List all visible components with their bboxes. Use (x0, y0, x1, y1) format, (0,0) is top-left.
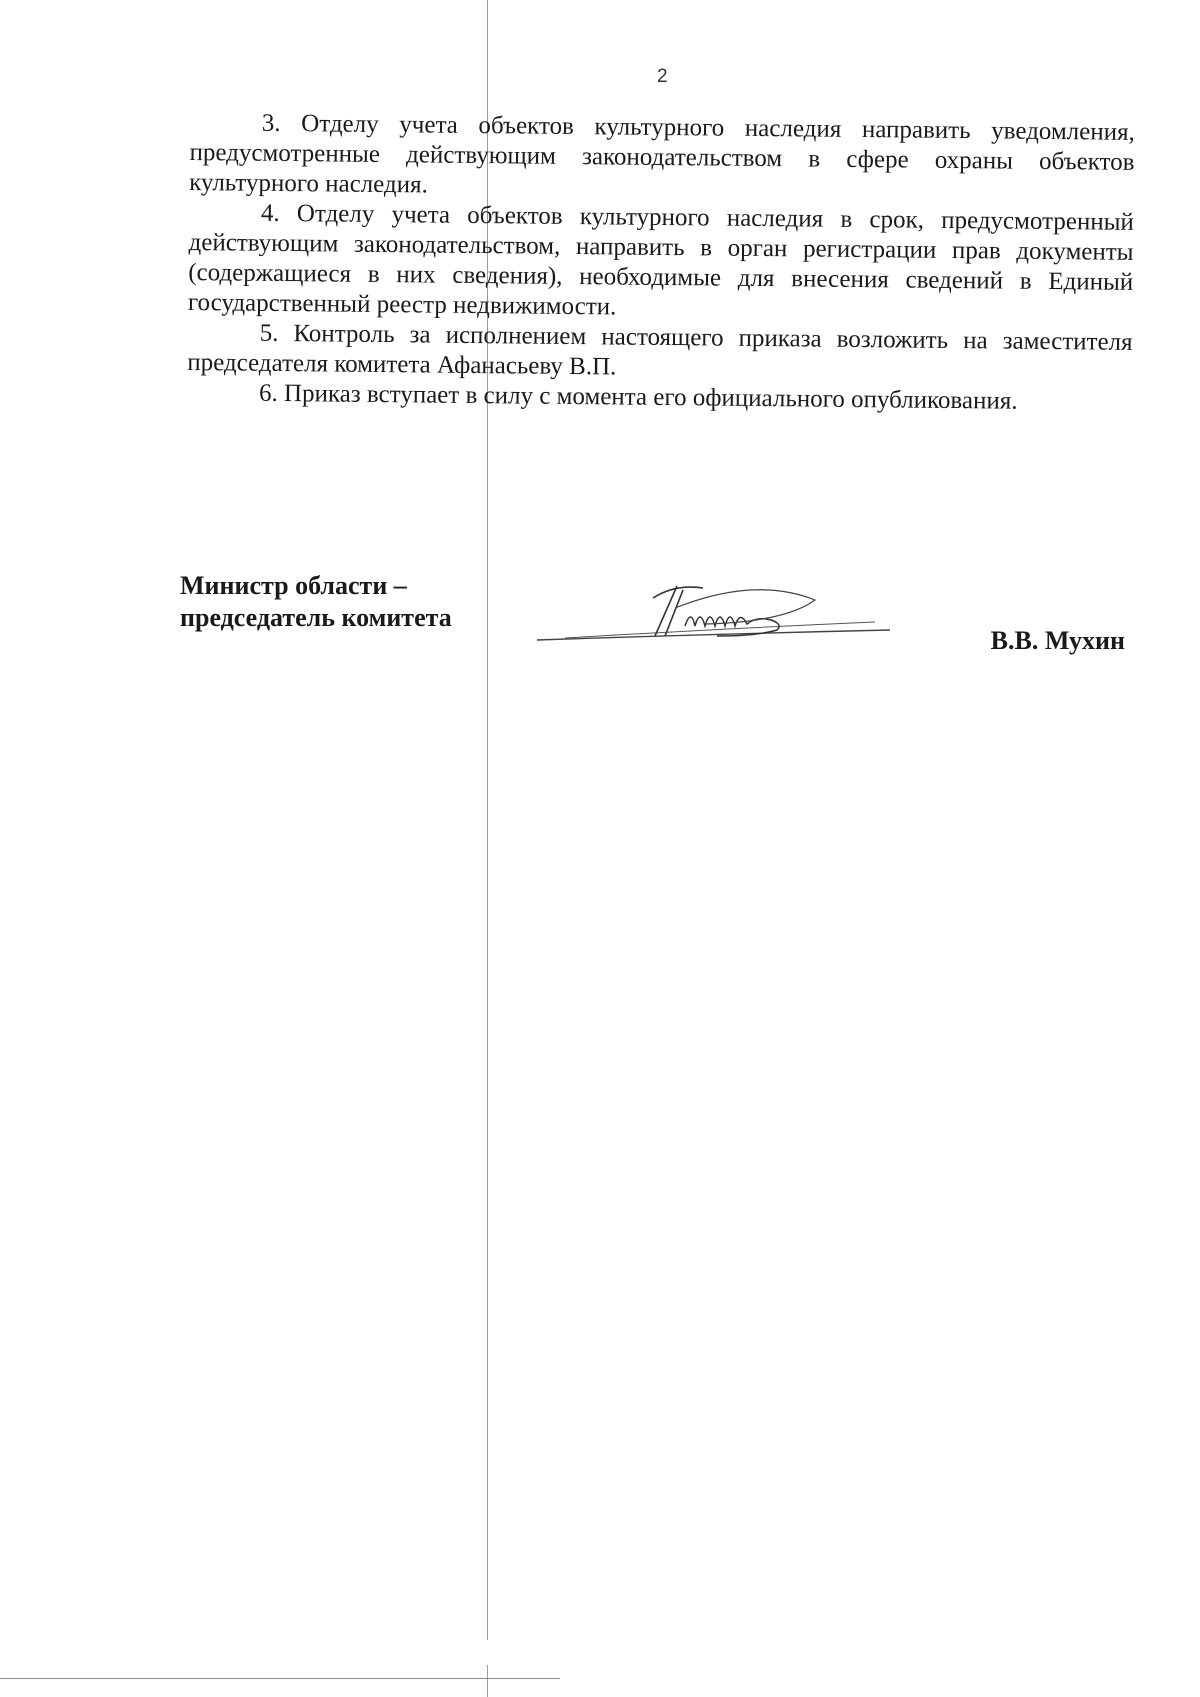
paragraph-4: 4. Отделу учета объектов культурного наследия в срок, предусмотренный действующим законодательством, направить в орган регистрации прав документы (содержащиеся в них сведения), необходимые для внесения сведений в Единый государственный реестр недвижимости. (187, 199, 1134, 321)
page-number: 2 (657, 66, 668, 87)
paragraph-6: 6. Приказ вступает в силу с момента его официального опубликования. (258, 379, 1018, 415)
paragraph-5: 5. Контроль за исполнением настоящего приказа возложить на заместителя председателя комитета Афанасьеву В.П. (187, 319, 1133, 381)
handwritten-signature (535, 578, 895, 648)
signature-block (180, 570, 1140, 670)
document-body (187, 108, 1135, 418)
signatory-title (180, 570, 452, 634)
signatory-name: В.В. Мухин (990, 626, 1125, 655)
signatory-title-line1: Министр области – (180, 571, 407, 600)
scan-fold-line-bottom (487, 1665, 488, 1697)
signatory-title-line2: председатель комитета (180, 603, 452, 632)
scan-edge-line (0, 1678, 560, 1679)
paragraph-3: 3. Отделу учета объектов культурного наследия направить уведомления, предусмотренные действующим законодательством в сфере охраны объектов культурного наследия. (189, 109, 1135, 199)
